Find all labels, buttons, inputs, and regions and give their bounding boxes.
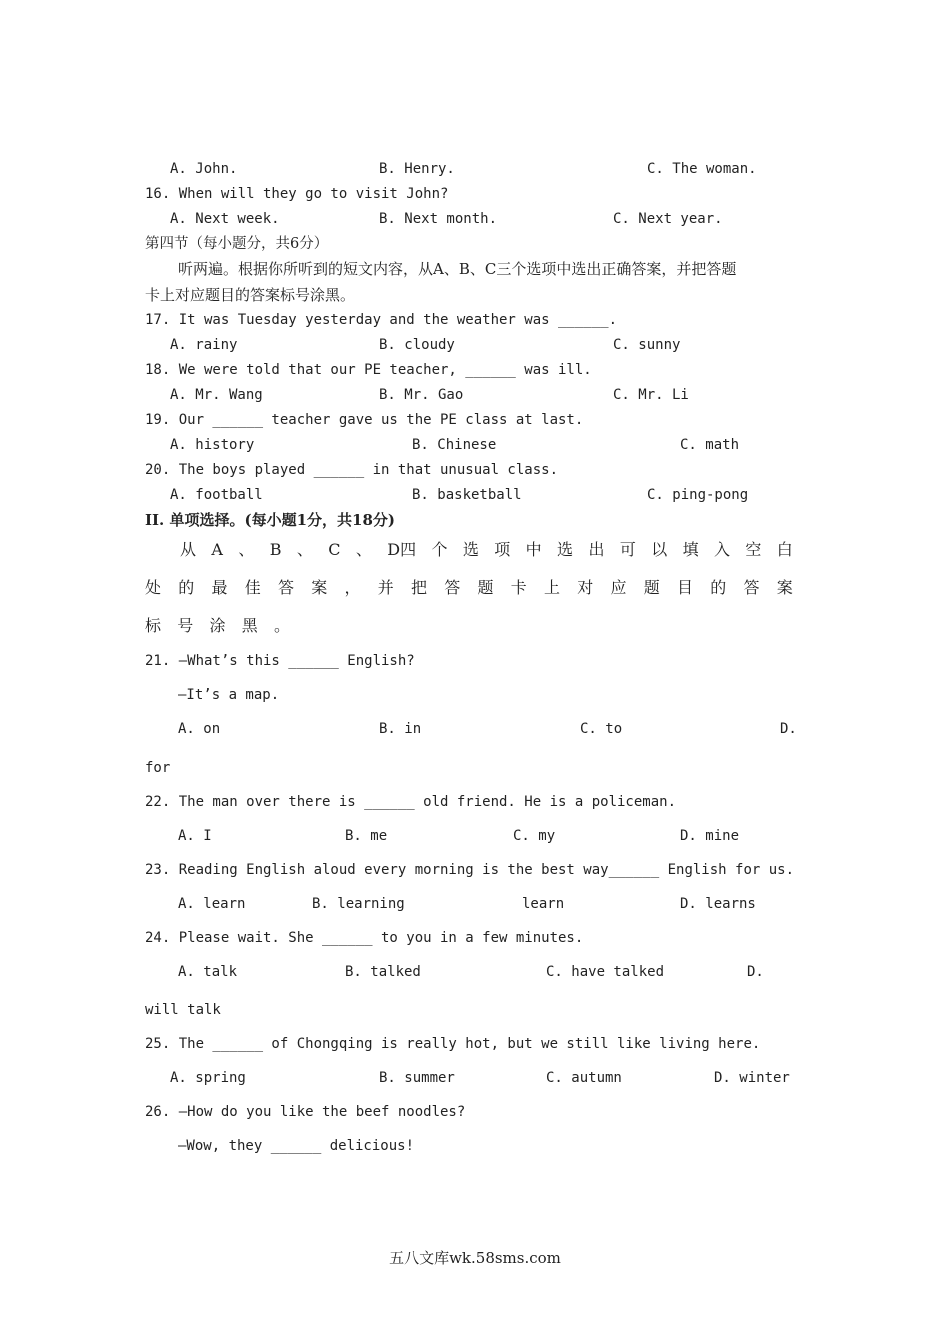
q17-option-c: C. sunny [613, 337, 681, 353]
instr-char: 可 [619, 540, 636, 559]
q21-option-c: C. to [580, 721, 623, 737]
instr-char: 处 [145, 578, 162, 597]
q15-option-c: C. The woman. [647, 161, 757, 177]
instr-char: 从 [180, 540, 197, 559]
q25-option-a: A. spring [170, 1070, 246, 1086]
instr-char: 答 [743, 578, 760, 597]
instr-char: 的 [178, 578, 195, 597]
section4-title: 第四节（每小题分，共6分） [145, 236, 329, 252]
q21-option-b: B. in [379, 721, 422, 737]
q24-option-d-text: will talk [145, 1002, 221, 1018]
instr-char: 目 [677, 578, 694, 597]
instr-char: 、 [355, 540, 372, 559]
q15-option-b: B. Henry. [379, 161, 455, 177]
instr-char: 个 [431, 540, 448, 559]
instr-char: 选 [462, 540, 479, 559]
instr-char: 选 [557, 540, 574, 559]
q18-option-b: B. Mr. Gao [379, 387, 464, 403]
instr-char: 涂 [209, 616, 226, 635]
part2-title: II. 单项选择。(每小题1分，共18分) [145, 511, 395, 529]
q24-option-d: D. [747, 964, 764, 980]
instr-char: 白 [776, 540, 793, 559]
instr-char: 上 [544, 578, 561, 597]
instr-char: 入 [714, 540, 731, 559]
q26-reply: —Wow, they ______ delicious! [178, 1138, 415, 1154]
q19-option-c: C. math [680, 437, 740, 453]
q23-option-c: learn [522, 896, 565, 912]
q21-option-a: A. on [178, 721, 221, 737]
instr-char: 答 [278, 578, 295, 597]
instr-char: 题 [477, 578, 494, 597]
q19-option-b: B. Chinese [412, 437, 497, 453]
instr-char: 应 [610, 578, 627, 597]
q24-option-b: B. talked [345, 964, 421, 980]
q16-option-a: A. Next week. [170, 211, 280, 227]
q17-stem: 17. It was Tuesday yesterday and the weather was ______. [145, 312, 618, 328]
q16-option-c: C. Next year. [613, 211, 723, 227]
instr-char: 题 [643, 578, 660, 597]
q20-stem: 20. The boys played ______ in that unusual class. [145, 462, 559, 478]
q25-stem: 25. The ______ of Chongqing is really hot, but we still like living here. [145, 1036, 761, 1052]
q22-option-c: C. my [513, 828, 556, 844]
instr-char: 中 [525, 540, 542, 559]
q16-option-b: B. Next month. [379, 211, 498, 227]
q24-option-a: A. talk [178, 964, 238, 980]
instr-char: 案 [311, 578, 328, 597]
section4-instruction-line2: 卡上对应题目的答案标号涂黑。 [145, 286, 356, 304]
instr-char: 黑 [241, 616, 258, 635]
instr-char: 空 [745, 540, 762, 559]
q20-option-c: C. ping-pong [647, 487, 749, 503]
instr-char: 并 [377, 578, 394, 597]
q19-stem: 19. Our ______ teacher gave us the PE class at last. [145, 412, 584, 428]
q21-stem: 21. —What’s this ______ English? [145, 653, 415, 669]
q22-option-d: D. mine [680, 828, 740, 844]
instr-char: 答 [444, 578, 461, 597]
part2-instruction-line3 [145, 616, 290, 636]
section4-instruction-line1: 听两遍。根据你所听到的短文内容，从A、B、C三个选项中选出正确答案，并把答题 [178, 260, 737, 278]
part2-instruction-line1 [145, 540, 793, 560]
instr-char: 、 [238, 540, 255, 559]
q19-option-a: A. history [170, 437, 255, 453]
q17-option-a: A. rainy [170, 337, 238, 353]
q20-option-b: B. basketball [412, 487, 522, 503]
instr-char: 填 [682, 540, 699, 559]
q17-option-b: B. cloudy [379, 337, 455, 353]
footer-source: 五八文库wk.58sms.com [389, 1249, 561, 1267]
q25-option-b: B. summer [379, 1070, 455, 1086]
part2-instruction-line2 [145, 578, 793, 598]
instr-char: 以 [651, 540, 668, 559]
q15-option-a: A. John. [170, 161, 238, 177]
instr-char: 案 [776, 578, 793, 597]
q26-stem: 26. —How do you like the beef noodles? [145, 1104, 466, 1120]
q20-option-a: A. football [170, 487, 263, 503]
q18-option-c: C. Mr. Li [613, 387, 689, 403]
instr-char: 的 [710, 578, 727, 597]
q21-option-d-text: for [145, 760, 171, 776]
instr-char: 。 [273, 616, 290, 635]
q22-option-b: B. me [345, 828, 388, 844]
instr-char: 号 [177, 616, 194, 635]
instr-char: 最 [211, 578, 228, 597]
q23-stem: 23. Reading English aloud every morning is the best way______ English for us. [145, 862, 795, 878]
instr-char: 卡 [510, 578, 527, 597]
q24-stem: 24. Please wait. She ______ to you in a few minutes. [145, 930, 584, 946]
instr-char: D四 [387, 540, 417, 559]
q21-option-d: D. [780, 721, 797, 737]
instr-char: B [269, 540, 282, 559]
q22-option-a: A. I [178, 828, 212, 844]
q23-option-a: A. learn [178, 896, 246, 912]
q24-option-c: C. have talked [546, 964, 665, 980]
instr-char: 对 [577, 578, 594, 597]
instr-char: ， [344, 578, 361, 597]
q16-stem: 16. When will they go to visit John? [145, 186, 449, 202]
q23-option-d: D. learns [680, 896, 756, 912]
instr-char: 出 [588, 540, 605, 559]
q18-option-a: A. Mr. Wang [170, 387, 263, 403]
q22-stem: 22. The man over there is ______ old friend. He is a policeman. [145, 794, 677, 810]
q25-option-d: D. winter [714, 1070, 790, 1086]
instr-char: 佳 [244, 578, 261, 597]
q25-option-c: C. autumn [546, 1070, 622, 1086]
q21-reply: —It’s a map. [178, 687, 280, 703]
instr-char: A [211, 540, 223, 559]
instr-char: C [328, 540, 341, 559]
instr-char: 项 [494, 540, 511, 559]
instr-char: 把 [411, 578, 428, 597]
instr-char: 标 [145, 616, 162, 635]
q18-stem: 18. We were told that our PE teacher, ______ was ill. [145, 362, 592, 378]
q23-option-b: B. learning [312, 896, 405, 912]
instr-char: 、 [296, 540, 313, 559]
